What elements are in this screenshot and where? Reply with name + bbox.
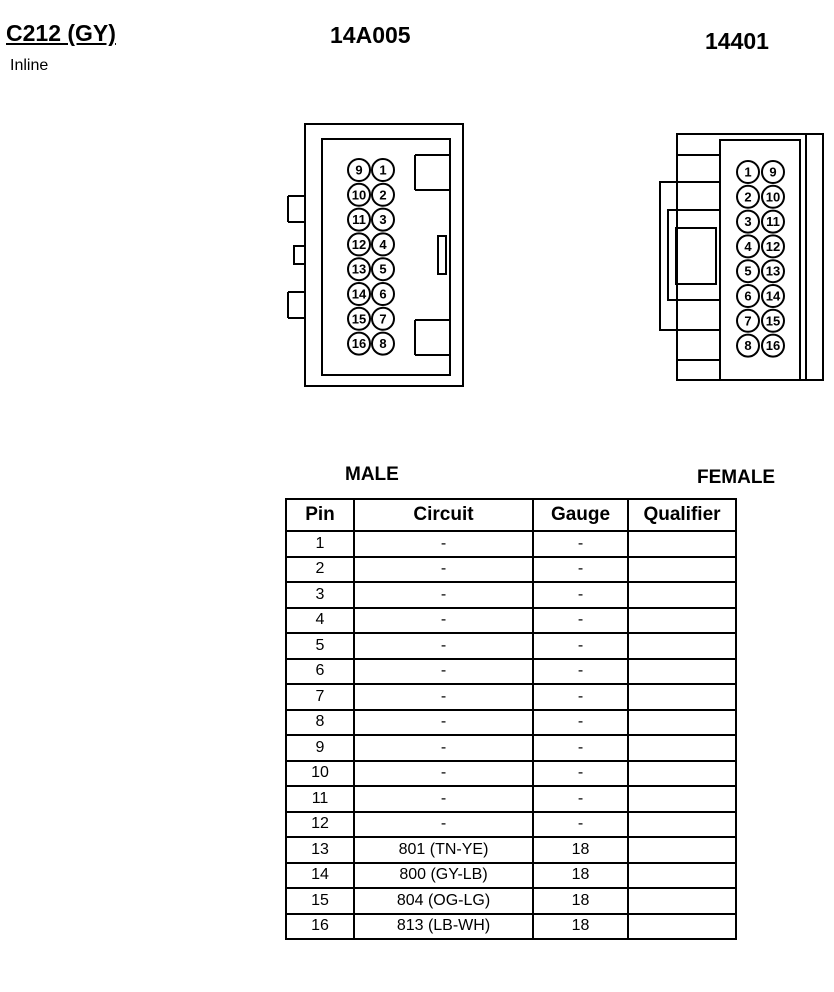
pin-number: 3 [744,214,752,230]
pin-cell: 11 [286,786,354,812]
pin-table [285,498,737,940]
male-label: MALE [345,464,399,485]
pin-cell: 4 [286,608,354,634]
pin-number: 4 [379,236,387,252]
connector-type: Inline [10,57,49,74]
table-row [286,888,736,914]
gauge-cell: - [533,557,628,583]
qualifier-cell [628,710,736,736]
qualifier-cell [628,608,736,634]
pin-number: 16 [765,338,781,354]
male-pin-circles [348,159,394,355]
qualifier-cell [628,582,736,608]
pin-cell: 16 [286,914,354,940]
table-row [286,863,736,889]
circuit-cell: - [354,786,533,812]
female-part-number: 14401 [705,28,769,54]
gauge-cell: - [533,659,628,685]
circuit-cell: - [354,812,533,838]
qualifier-cell [628,761,736,787]
table-row [286,812,736,838]
circuit-cell: - [354,659,533,685]
pin-cell: 12 [286,812,354,838]
gauge-cell: - [533,684,628,710]
qualifier-cell [628,812,736,838]
pin-cell: 13 [286,837,354,863]
gauge-cell: - [533,582,628,608]
circuit-cell: - [354,633,533,659]
gauge-cell: - [533,812,628,838]
qualifier-cell [628,557,736,583]
pin-number: 7 [379,311,387,327]
qualifier-cell [628,633,736,659]
qualifier-cell [628,837,736,863]
pin-number: 16 [351,336,367,352]
qualifier-cell [628,531,736,557]
pin-number: 2 [744,189,752,205]
pin-number: 10 [351,187,367,203]
table-row [286,582,736,608]
circuit-cell: - [354,608,533,634]
table-row [286,633,736,659]
circuit-cell: - [354,684,533,710]
table-row [286,659,736,685]
pin-number: 14 [351,286,367,302]
qualifier-cell [628,914,736,940]
pin-cell: 14 [286,863,354,889]
circuit-cell: 804 (OG-LG) [354,888,533,914]
gauge-cell: 18 [533,863,628,889]
gauge-cell: - [533,786,628,812]
gauge-cell: - [533,608,628,634]
gauge-cell: - [533,761,628,787]
circuit-cell: - [354,557,533,583]
female-label: FEMALE [697,467,776,488]
pin-number: 6 [744,288,752,304]
table-row [286,761,736,787]
pin-cell: 3 [286,582,354,608]
pin-number: 12 [765,238,781,254]
qualifier-cell [628,888,736,914]
pin-number: 13 [765,263,781,279]
header-pin: Pin [286,499,354,531]
pin-number: 5 [744,263,752,279]
pin-cell: 1 [286,531,354,557]
pin-number: 12 [351,236,367,252]
gauge-cell: 18 [533,837,628,863]
circuit-cell: - [354,582,533,608]
female-pin-circles [737,161,784,357]
pin-cell: 8 [286,710,354,736]
pin-cell: 10 [286,761,354,787]
pin-table-header [286,499,736,531]
pin-cell: 5 [286,633,354,659]
gauge-cell: - [533,735,628,761]
table-row [286,837,736,863]
pin-number: 11 [766,214,780,230]
gauge-cell: - [533,633,628,659]
gauge-cell: 18 [533,888,628,914]
pin-number: 9 [769,164,777,180]
pin-number: 8 [379,336,387,352]
table-row [286,684,736,710]
circuit-cell: 800 (GY-LB) [354,863,533,889]
pin-number: 15 [765,313,781,329]
pin-number: 2 [379,187,387,203]
qualifier-cell [628,786,736,812]
table-row [286,710,736,736]
pin-cell: 2 [286,557,354,583]
pin-number: 14 [765,288,781,304]
circuit-cell: - [354,710,533,736]
circuit-cell: - [354,735,533,761]
pin-number: 1 [379,162,387,178]
qualifier-cell [628,863,736,889]
pin-number: 1 [744,164,752,180]
gauge-cell: - [533,710,628,736]
header-circuit: Circuit [354,499,533,531]
pin-number: 3 [379,212,387,228]
header-gauge: Gauge [533,499,628,531]
pin-cell: 9 [286,735,354,761]
gauge-cell: 18 [533,914,628,940]
qualifier-cell [628,659,736,685]
pin-cell: 7 [286,684,354,710]
pin-cell: 15 [286,888,354,914]
circuit-cell: - [354,531,533,557]
pin-number: 4 [744,238,752,254]
header-qualifier: Qualifier [628,499,736,531]
table-row [286,914,736,940]
table-row [286,786,736,812]
circuit-cell: 813 (LB-WH) [354,914,533,940]
pin-number: 15 [351,311,367,327]
circuit-cell: - [354,761,533,787]
pin-number: 7 [744,313,752,329]
pin-cell: 6 [286,659,354,685]
pin-number: 8 [744,338,752,354]
pin-number: 10 [765,189,781,205]
pin-number: 11 [352,212,366,228]
circuit-cell: 801 (TN-YE) [354,837,533,863]
table-row [286,531,736,557]
table-row [286,608,736,634]
male-part-number: 14A005 [330,22,411,48]
connector-diagram [0,0,834,460]
table-row [286,735,736,761]
table-row [286,557,736,583]
gauge-cell: - [533,531,628,557]
qualifier-cell [628,684,736,710]
pin-number: 13 [351,261,367,277]
pin-number: 6 [379,286,387,302]
pin-number: 9 [355,162,363,178]
pin-number: 5 [379,261,387,277]
connector-id: C212 (GY) [6,20,116,46]
qualifier-cell [628,735,736,761]
